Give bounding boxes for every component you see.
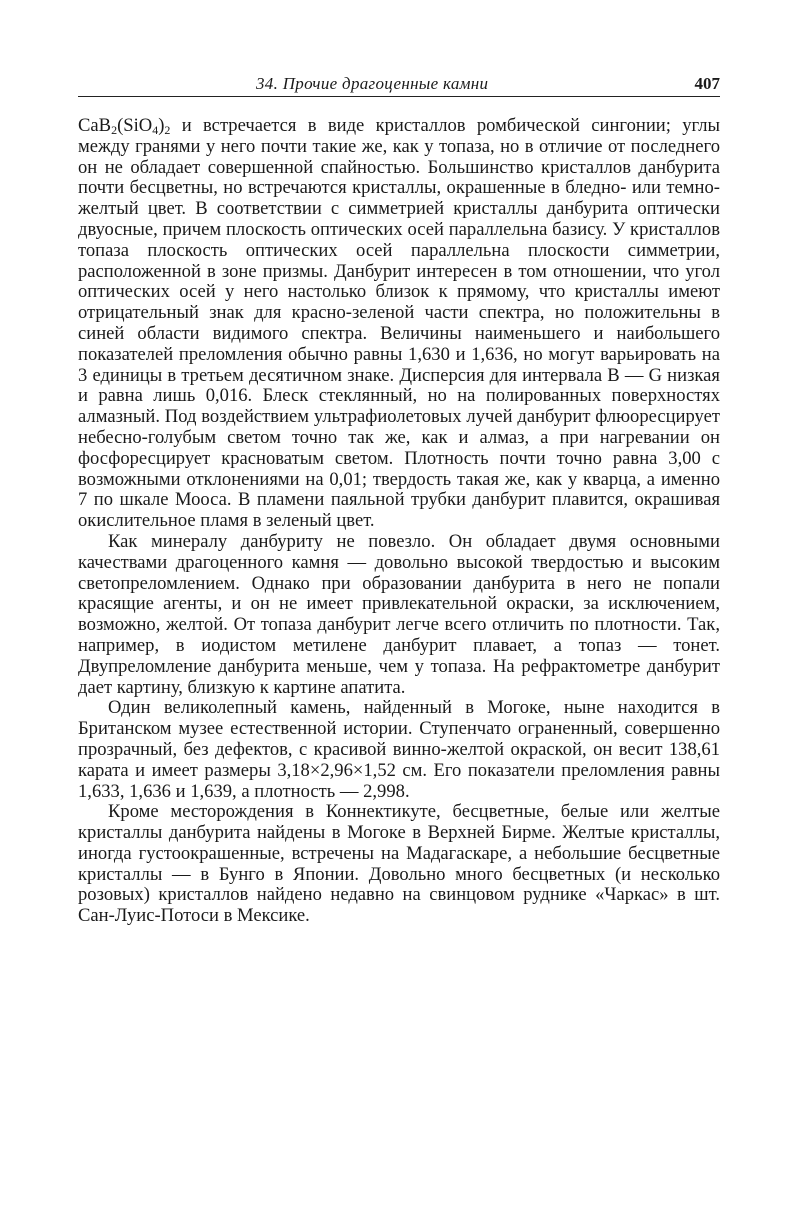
- paragraph-2: Как минералу данбуриту не повезло. Он обладает двумя основными качествами драгоценного камня — довольно высокой твердостью и высоким светопреломлением. Однако при образовании данбурита в него не попали красящие агенты, и он не имеет привлекательной окраски, за исключением, возможно, желтой. От топаза данбурит легче всего отличить по плотности. Так, например, в иодистом метилене данбурит плавает, а топаз — тонет. Двупреломление данбурита меньше, чем у топаза. На рефрактометре данбурит дает картину, близкую к картине апатита.: [78, 530, 720, 698]
- book-page: [78, 70, 720, 927]
- chapter-title: 34. Прочие драгоценные камни: [256, 74, 489, 93]
- paragraph-3: Один великолепный камень, найденный в Могоке, ныне находится в Британском музее естественной истории. Ступенчато ограненный, совершенно прозрачный, без дефектов, с красивой винно-желтой окраской, он весит 138,61 карата и имеет размеры 3,18×2,96×1,52 см. Его показатели преломления равны 1,633, 1,636 и 1,639, а плотность — 2,998.: [78, 697, 720, 802]
- running-header: [78, 70, 720, 97]
- page-body: [78, 116, 720, 927]
- paragraph-4: Кроме месторождения в Коннектикуте, бесцветные, белые или желтые кристаллы данбурита найдены в Могоке в Верхней Бирме. Желтые кристаллы, иногда густоокрашенные, встречены на Мадагаскаре, а небольшие бесцветные кристаллы — в Бунго в Японии. Довольно много бесцветных (и несколько розовых) кристаллов найдено недавно на свинцовом руднике «Чаркас» в шт. Сан-Луис-Потоси в Мексике.: [78, 801, 720, 927]
- paragraph-1: [78, 116, 720, 532]
- paragraph-1-text: и встречается в виде кристаллов ромбической сингонии; углы между гранями у него почти такие же, как у топаза, но в отличие от последнего он не обладает совершенной спайностью. Большинство кристаллов данбурита почти бесцветны, но встречаются кристаллы, окрашенные в бледно- или темно-желтый цвет. В соответствии с симметрией кристаллы данбурита оптически двуосные, причем плоскость оптических осей параллельна базису. У кристаллов топаза плоскость оптических осей параллельна плоскости симметрии, расположенной в зоне призмы. Данбурит интересен в том отношении, что угол оптических осей у него настолько близок к прямому, что кристаллы имеют отрицательный знак для красно-зеленой части спектра, но положительны в синей области видимого спектра. Величины наименьшего и наибольшего показателей преломления обычно равны 1,630 и 1,636, но могут варьировать на 3 единицы в третьем десятичном знаке. Дисперсия для интервала B — G низкая и равна лишь 0,016. Блеск стеклянный, но на полированных поверхностях алмазный. Под воздействием ультрафиолетовых лучей данбурит флюоресцирует небесно-голубым светом точно так же, как и алмаз, а при нагревании он фосфоресцирует красноватым светом. Плотность почти точно равна 3,00 с возможными отклонениями на 0,01; твердость такая же, как у кварца, а именно 7 по шкале Мооса. В пламени паяльной трубки данбурит плавится, окрашивая окислительное пламя в зеленый цвет.: [78, 115, 720, 532]
- page-number: 407: [694, 74, 720, 93]
- chemical-formula: $CaB_2(SiO_4)_2$: [78, 115, 171, 137]
